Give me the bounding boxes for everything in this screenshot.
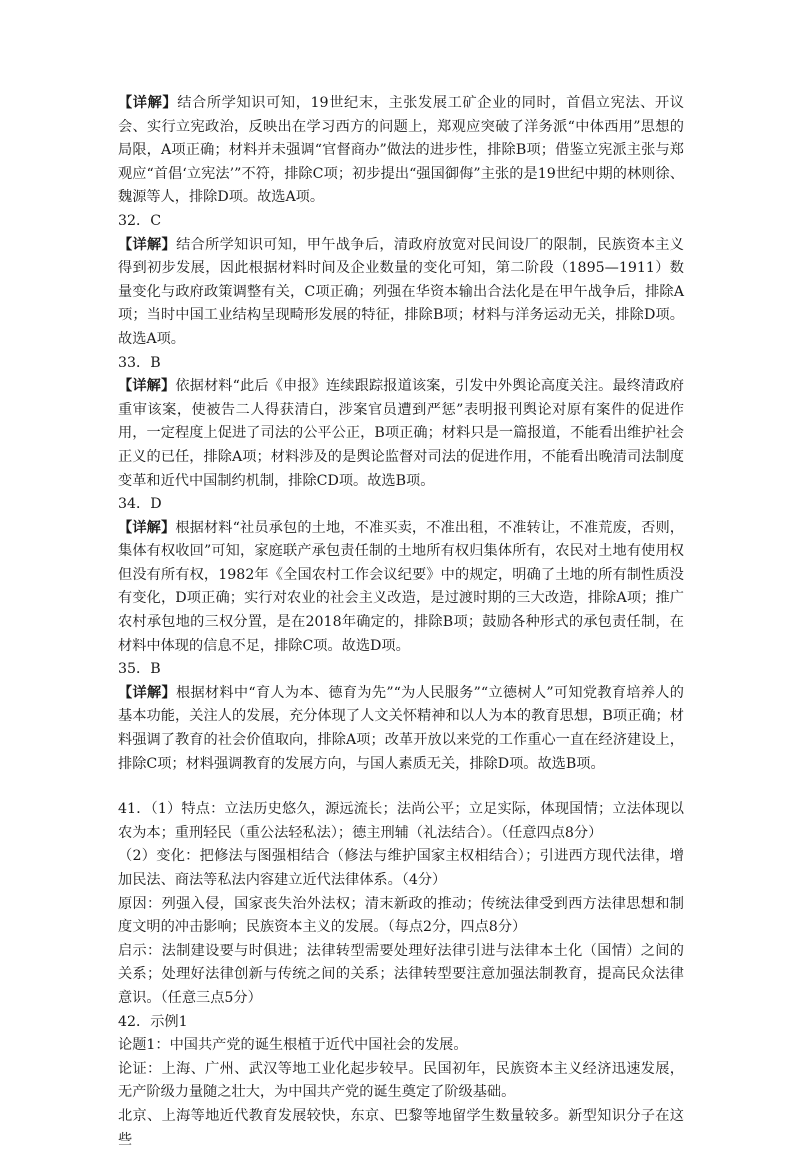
question-number: 35．B [118, 661, 161, 678]
question-number: 34．D [118, 496, 162, 513]
paragraph-text: 依据材料“此后《申报》连续跟踪报道该案，引发中外舆论高度关注。最终清政府重审该案，使被告二人得获清白，涉案官员遭到严惩”表明报刊舆论对原有案件的促进作用，一定程度上促进了司法的公平公正，B项正确；材料只是一篇报道，不能看出维护社会正义的已任，排除A项；材料涉及的是舆论监督对司法的促进作用，不能看出晚清司法制度变革和近代中国制约机制，排除CD项。故选B项。 [118, 378, 684, 489]
paragraph-text: 论证：上海、广州、武汉等地工业化起步较早。民国初年，民族资本主义经济迅速发展，无产阶级力量随之壮大，为中国共产党的诞生奠定了阶级基础。 [118, 1060, 684, 1101]
explanation-tag: 【详解】 [118, 95, 178, 111]
paragraph-text: 41．（1）特点：立法历史悠久，源远流长；法尚公平；立足实际，体现国情；立法体现以农为本；重刑轻民（重公法轻私法）；德主刑辅（礼法结合）。（任意四点8分） [118, 801, 684, 841]
question-number: 32．C [118, 212, 162, 229]
paragraph-text: 根据材料中“育人为本、德育为先”“为人民服务”“立德树人”可知党教育培养人的基本功能，关注人的发展，充分体现了人文关怀精神和以人为本的教育思想，B项正确；材料强调了教育的社会价值取向，排除A项；改革开放以来党的工作重心一直在经济建设上，排除C项；材料强调教育的发展方向，与国人素质无关，排除D项。故选B项。 [118, 684, 684, 772]
paragraph-text: 结合所学知识可知，甲午战争后，清政府放宽对民间设厂的限制，民族资本主义得到初步发展，因此根据材料时间及企业数量的变化可知，第二阶段（1895—1911）数量变化与政府政策调整有关，C项正确；列强在华资本输出合法化是在甲午战争后，排除A项；当时中国工业结构呈现畸形发展的特征，排除B项；材料与洋务运动无关，排除D项。故选A项。 [118, 236, 684, 347]
paragraph-text: 根据材料“社员承包的土地，不准买卖，不准出租，不准转让，不准荒废，否则，集体有权收回”可知，家庭联产承包责任制的土地所有权归集体所有，农民对土地有使用权但没有所有权，1982年《全国农村工作会议纪要》中的规定，明确了土地的所有制性质没有变化，D项正确；实行对农业的社会主义改造，是过渡时期的三大改造，排除A项；推广农村承包地的三权分置，是在2018年确定的，排除B项；鼓励各种形式的承包责任制，在材料中体现的信息不足，排除C项。故选D项。 [118, 519, 684, 654]
explanation-tag: 【详解】 [118, 519, 176, 536]
answer-explanation [118, 375, 684, 493]
explanation-tag: 【详解】 [118, 236, 177, 253]
explanation-tag: 【详解】 [118, 684, 176, 701]
answer-paragraph [118, 940, 684, 1011]
answer-paragraph [118, 1034, 684, 1058]
answer-paragraph [118, 1105, 684, 1152]
paragraph-text: 启示：法制建设要与时俱进；法律转型需要处理好法律引进与法律本土化（国情）之间的关系；处理好法律创新与传统之间的关系；法律转型要注意加强法制教育，提高民众法律意识。（任意三点5分） [118, 942, 684, 1006]
answer-paragraph [118, 798, 684, 845]
paragraph-text: （2）变化：把修法与图强相结合（修法与维护国家主权相结合）；引进西方现代法律，增加民法、商法等私法内容建立近代法律体系。（4分） [118, 848, 684, 888]
question-number: 42．示例1 [118, 1013, 188, 1030]
question-number: 33．B [118, 354, 161, 371]
answer-explanation [118, 92, 684, 210]
paragraph-text: 结合所学知识可知，19世纪末，主张发展工矿企业的同时，首倡立宪法、开议会、实行立宪政治，反映出在学习西方的问题上，郑观应突破了洋务派“中体西用”思想的局限，A项正确；材料并未强调“官督商办”做法的进步性，排除B项；借鉴立宪派主张与郑观应“首倡‘立宪法’”不符，排除C项；初步提出“强国御侮”主张的是19世纪中期的林则徐、魏源等人，排除D项。故选A项。 [118, 95, 684, 206]
answer-paragraph [118, 1058, 684, 1105]
answer-explanation [118, 234, 684, 352]
explanation-tag: 【详解】 [118, 378, 176, 395]
answer-paragraph [118, 893, 684, 940]
document-body [118, 92, 684, 1152]
answer-explanation [118, 682, 684, 776]
paragraph-text: 原因：列强入侵，国家丧失治外法权；清末新政的推动；传统法律受到西方法律思想和制度文明的冲击影响；民族资本主义的发展。（每点2分，四点8分） [118, 895, 684, 936]
paragraph-text: 北京、上海等地近代教育发展较快，东京、巴黎等地留学生数量较多。新型知识分子在这些 [118, 1107, 684, 1148]
paragraph-text: 论题1：中国共产党的诞生根植于近代中国社会的发展。 [118, 1037, 468, 1054]
answer-paragraph [118, 845, 684, 892]
section-gap [118, 776, 684, 798]
answer-explanation [118, 517, 684, 659]
